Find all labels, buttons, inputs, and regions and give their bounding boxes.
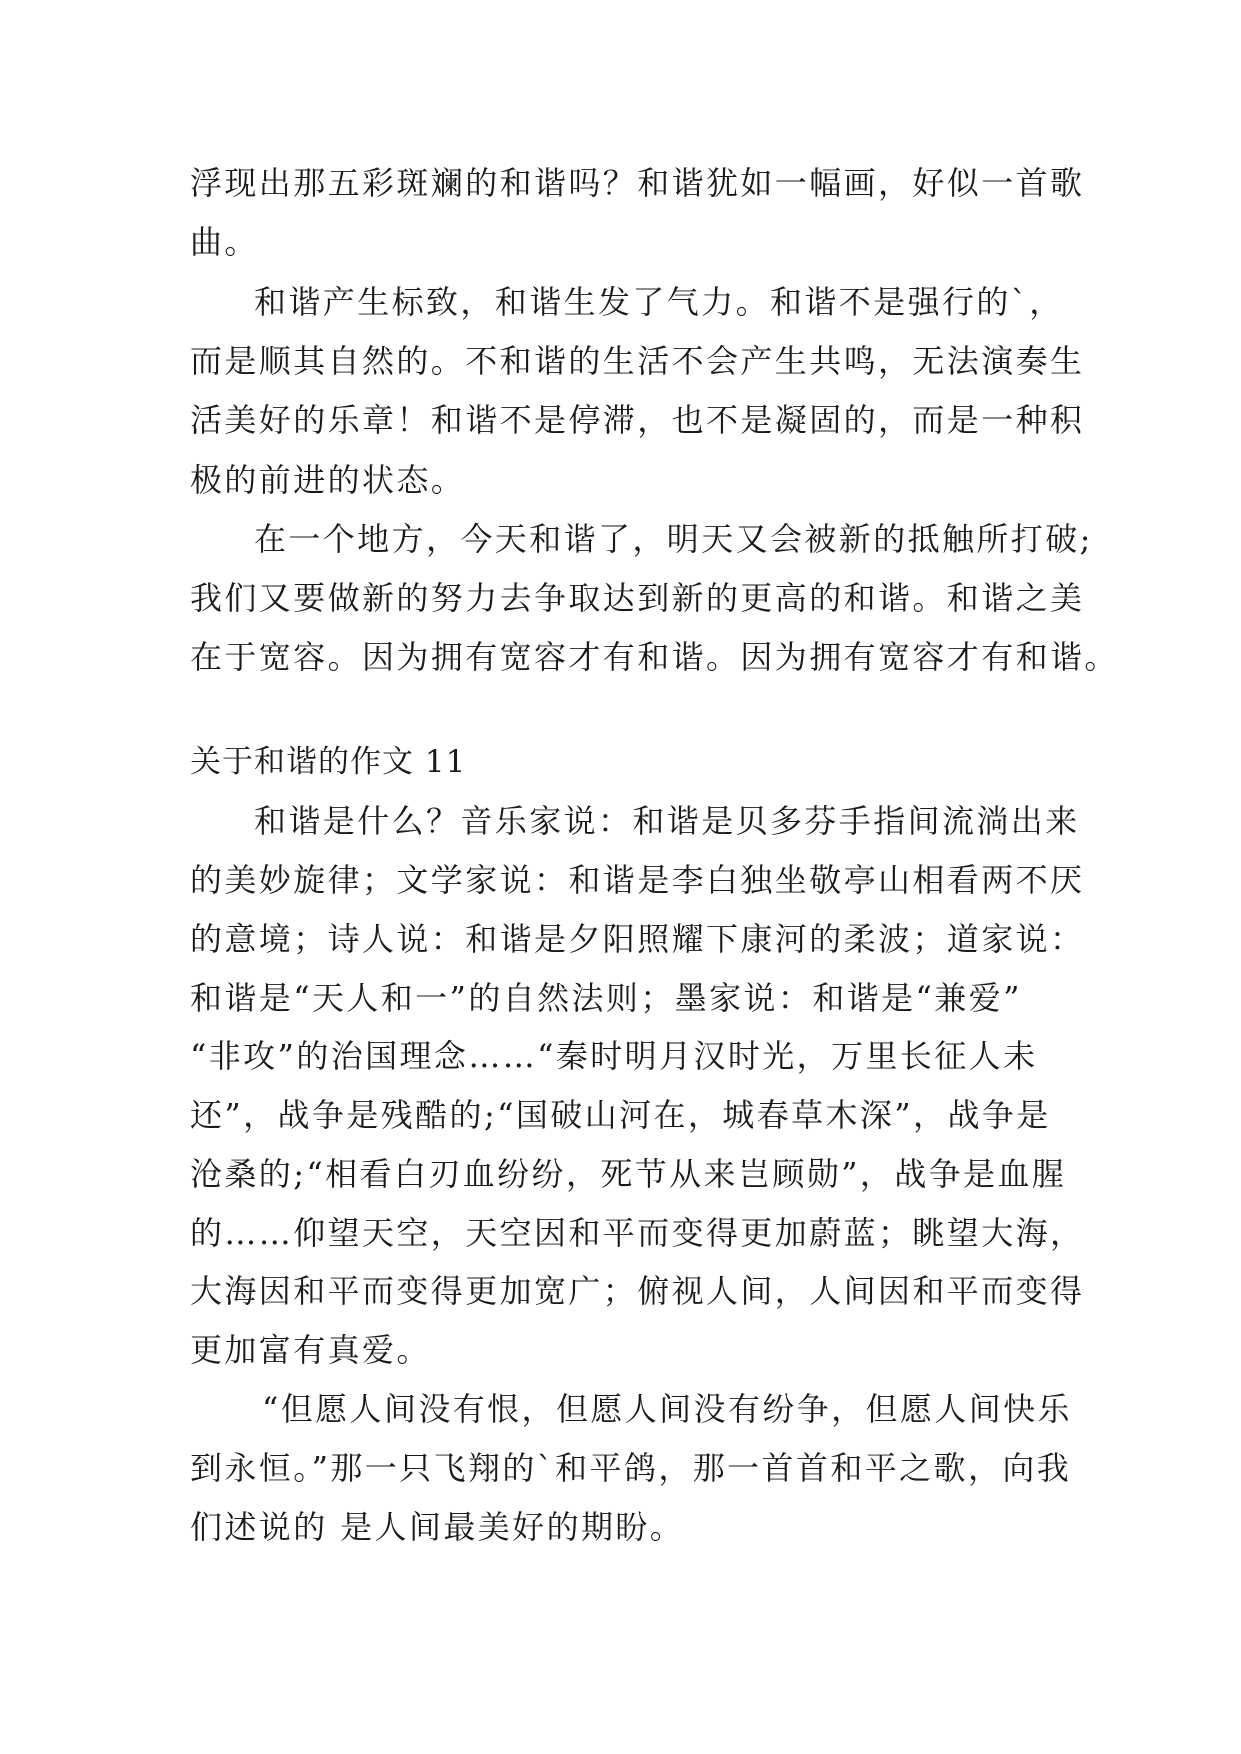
paragraph-line: 浮现出那五彩斑斓的和谐吗？和谐犹如一幅画，好似一首歌 [190, 164, 1085, 202]
paragraph-line: 的美妙旋律；文学家说：和谐是李白独坐敬亭山相看两不厌 [190, 861, 1085, 899]
paragraph-line: 活美好的乐章！和谐不是停滞，也不是凝固的，而是一种积 [190, 401, 1085, 439]
paragraph-line: 沧桑的;“相看白刃血纷纷，死节从来岂顾勋”，战争是血腥 [190, 1155, 1067, 1193]
paragraph-line: 而是顺其自然的。不和谐的生活不会产生共鸣，无法演奏生 [190, 342, 1085, 380]
paragraph-line: “非攻”的治国理念……“秦时明月汉时光，万里长征人未 [190, 1037, 1038, 1075]
paragraph-line: 极的前进的状态。 [190, 461, 466, 499]
paragraph-line: “但愿人间没有恨，但愿人间没有纷争，但愿人间快乐 [262, 1390, 1072, 1428]
paragraph-line: 的意境；诗人说：和谐是夕阳照耀下康河的柔波；道家说： [190, 920, 1085, 958]
paragraph-line: 在于宽容。因为拥有宽容才有和谐。因为拥有宽容才有和谐。 [190, 638, 1119, 676]
paragraph-line: 曲。 [190, 223, 259, 261]
paragraph-line: 们述说的 是人间最美好的期盼。 [190, 1508, 685, 1546]
section-heading: 关于和谐的作文 11 [190, 744, 467, 780]
paragraph-line: 和谐产生标致，和谐生发了气力。和谐不是强行的`， [254, 283, 1064, 321]
paragraph-line: 我们又要做新的努力去争取达到新的更高的和谐。和谐之美 [190, 579, 1085, 617]
paragraph-line: 在一个地方，今天和谐了，明天又会被新的抵触所打破; [254, 520, 1093, 558]
paragraph-line: 和谐是“天人和一”的自然法则；墨家说：和谐是“兼爱” [190, 979, 1022, 1017]
paragraph-line: 还”，战争是残酷的;“国破山河在，城春草木深”，战争是 [190, 1096, 1051, 1134]
paragraph-line: 到永恒。”那一只飞翔的`和平鸽，那一首首和平之歌，向我 [190, 1449, 1072, 1487]
paragraph-line: 更加富有真爱。 [190, 1331, 431, 1369]
paragraph-line: 的……仰望天空，天空因和平而变得更加蔚蓝；眺望大海， [190, 1214, 1085, 1252]
paragraph-line: 和谐是什么？音乐家说：和谐是贝多芬手指间流淌出来 [254, 802, 1080, 840]
paragraph-line: 大海因和平而变得更加宽广；俯视人间，人间因和平而变得 [190, 1272, 1085, 1310]
